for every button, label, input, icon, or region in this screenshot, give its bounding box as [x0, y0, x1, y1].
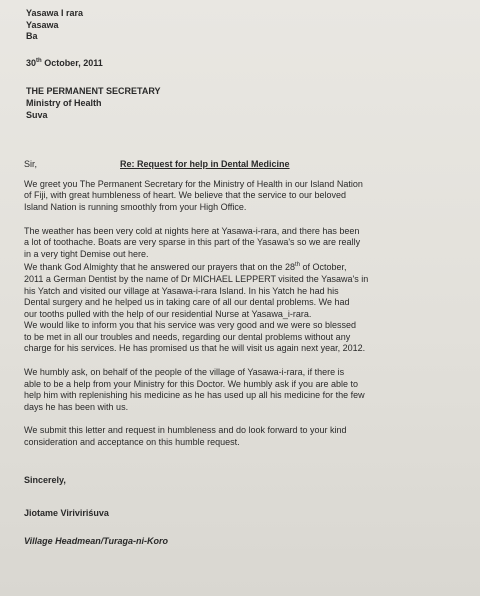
recipient-line-3: Suva	[26, 109, 48, 120]
paragraph-greeting	[24, 179, 470, 214]
sender-line-3: Ba	[26, 31, 38, 42]
paragraph-line: in a very tight Demise out here.	[24, 248, 149, 259]
signatory-title: Village Headmean/Turaga-ni-Koro	[24, 535, 169, 546]
signatory-name: Jiotame Viriviriśuva	[24, 508, 109, 519]
paragraph-line: We greet you The Permanent Secretary for the Ministry of Health in our Island Nation	[24, 178, 363, 189]
paragraph-line: able to be a help from your Ministry for this Doctor. We humbly ask if you are able to	[24, 378, 358, 389]
paragraph-line: 2011 a German Dentist by the name of Dr MICHAEL LEPPERT visited the Yasawa's in	[24, 273, 369, 284]
paragraph-line: to be met in all our troubles and needs, regarding our dental problems without any	[24, 331, 351, 342]
salutation: Sir,	[24, 159, 38, 170]
paragraph-weather	[24, 226, 470, 356]
text-span: We thank God Almighty that he answered our prayers that on the 28	[24, 262, 295, 273]
paragraph-submit	[24, 425, 470, 448]
sender-line-2: Yasawa	[26, 19, 59, 30]
date-suffix: th	[36, 57, 42, 64]
letter-date	[26, 56, 470, 70]
paragraph-line: our tooths pulled with the help of our residential Nurse at Yasawa_i-rara.	[24, 308, 312, 319]
superscript: th	[295, 262, 301, 269]
paragraph-line: Dental surgery and he helped us in taking care of all our dental problems. We had	[24, 297, 350, 308]
subject-line: Re: Request for help in Dental Medicine	[120, 159, 290, 170]
paragraph-line: help him with replenishing his medicine as he has used up all his medicine for the few	[24, 390, 365, 401]
paragraph-request	[24, 367, 470, 413]
paragraph-line: We would like to inform you that his service was very good and we were so blessed	[24, 320, 356, 331]
paragraph-line	[24, 260, 470, 274]
date-rest: October, 2011	[41, 57, 103, 68]
recipient-line-2: Ministry of Health	[26, 97, 102, 108]
sender-line-1: Yasawa I rara	[26, 8, 84, 18]
sender-address	[26, 8, 470, 43]
salutation-row	[24, 159, 470, 171]
closing: Sincerely,	[24, 474, 66, 485]
date-day: 30	[26, 57, 37, 68]
paragraph-line: We humbly ask, on behalf of the people of the village of Yasawa-i-rara, if there is	[24, 367, 345, 378]
text-span: of October,	[300, 262, 347, 273]
paragraph-line: his Yatch and visited our village at Yasawa-i-rara Island. In his Yatch he had his	[24, 285, 339, 296]
paragraph-line: a lot of toothache. Boats are very sparse in this part of the Yasawa's so we are really	[24, 237, 361, 248]
paragraph-line: Island Nation is running smoothly from your High Office.	[24, 201, 247, 212]
recipient-line-1: THE PERMANENT SECRETARY	[26, 86, 161, 97]
paragraph-line: days he has been with us.	[24, 401, 129, 412]
paragraph-line: We submit this letter and request in humbleness and do look forward to your kind	[24, 425, 347, 436]
recipient-address	[26, 86, 470, 121]
paragraph-line: consideration and acceptance on this humble request.	[24, 437, 240, 448]
paragraph-line: The weather has been very cold at nights here at Yasawa-i-rara, and there has been	[24, 225, 360, 236]
paragraph-line: charge for his services. He has promised us that he will visit us again next year, 2012.	[24, 343, 366, 354]
paragraph-line: of Fiji, with great humbleness of heart. We believe that the service to our beloved	[24, 190, 347, 201]
